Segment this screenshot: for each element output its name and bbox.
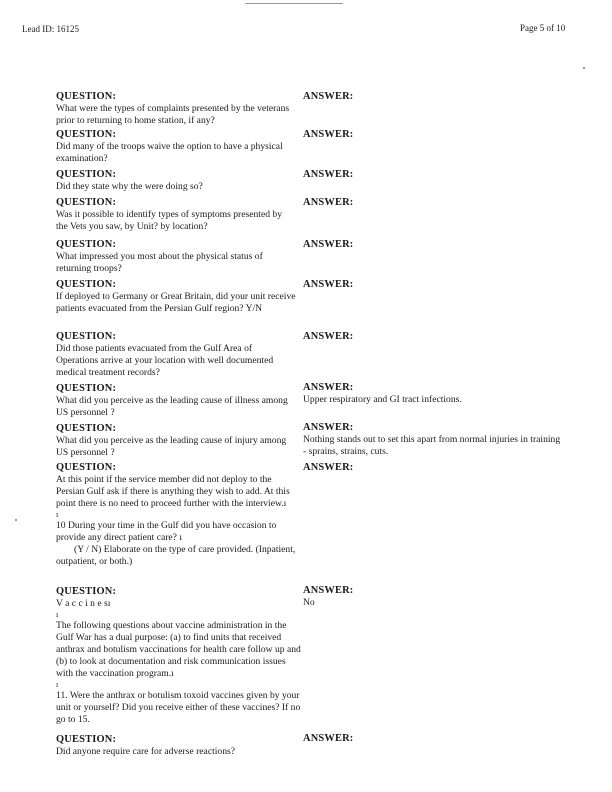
question-text: Did anyone require care for adverse reactions? — [56, 746, 235, 757]
question-label: QUESTION: — [56, 129, 117, 140]
question-text: Did those patients evacuated from the Gulf Area of Operations arrive at your location with well documented medical treatment records? — [56, 343, 274, 378]
answer-text: No — [303, 597, 315, 608]
answer-label: ANSWER: — [303, 733, 354, 744]
answer-block-last — [303, 732, 563, 745]
question-block-5 — [56, 238, 296, 275]
question-block-9 — [56, 422, 296, 459]
question-block-6 — [56, 278, 296, 315]
answer-label: ANSWER: — [303, 279, 354, 290]
answer-label: ANSWER: — [303, 462, 354, 473]
question-label: QUESTION: — [56, 169, 117, 180]
question-10-yn-text: (Y / N) Elaborate on the type of care provided. (Inpatient, outpatient, or both.) — [56, 544, 296, 567]
question-block-8 — [56, 382, 296, 419]
stray-mark: ı — [56, 510, 59, 519]
answer-block-3 — [303, 168, 563, 181]
vaccine-question-block — [56, 585, 301, 726]
question-block-7 — [56, 330, 296, 379]
answer-block-8 — [303, 381, 563, 406]
question-label: QUESTION: — [56, 239, 117, 250]
answer-label: ANSWER: — [303, 197, 354, 208]
answer-label: ANSWER: — [303, 382, 354, 393]
question-label: QUESTION: — [56, 423, 117, 434]
stray-mark: ı — [56, 680, 59, 689]
question-text: What were the types of complaints presented by the veterans prior to returning to home station, if any? — [56, 103, 290, 126]
question-text: What did you perceive as the leading cause of injury among US personnel ? — [56, 435, 287, 458]
answer-label: ANSWER: — [303, 585, 354, 596]
question-block-1 — [56, 90, 296, 127]
question-text: Did they state why the were doing so? — [56, 181, 203, 192]
question-block-last — [56, 733, 296, 758]
scan-speck — [15, 519, 17, 521]
question-text: What did you perceive as the leading cause of illness among US personnel ? — [56, 395, 288, 418]
question-block-10 — [56, 461, 301, 568]
answer-label: ANSWER: — [303, 422, 354, 433]
answer-block-5 — [303, 238, 563, 251]
answer-block-7 — [303, 330, 563, 343]
vaccines-heading: V a c c i n e sı — [56, 598, 111, 609]
question-text: Did many of the troops waive the option to have a physical examination? — [56, 141, 283, 164]
question-text: If deployed to Germany or Great Britain, did your unit receive patients evacuated from the Persian Gulf region? Y/N — [56, 291, 296, 314]
question-block-2 — [56, 128, 296, 165]
question-block-3 — [56, 168, 296, 193]
page-number: Page 5 of 10 — [520, 23, 566, 33]
top-rule — [245, 3, 343, 4]
question-11-text: 11. Were the anthrax or botulism toxoid vaccines given by your unit or yourself? Did you receive either of these vaccines? If no go to 15. — [56, 690, 301, 725]
question-label: QUESTION: — [56, 279, 117, 290]
stray-mark: ı — [56, 610, 59, 619]
answer-block-1 — [303, 90, 563, 103]
question-label: QUESTION: — [56, 586, 117, 597]
scan-speck — [583, 67, 585, 69]
vaccine-answer-block — [303, 584, 563, 609]
answer-block-6 — [303, 278, 563, 291]
answer-label: ANSWER: — [303, 239, 354, 250]
question-text: Was it possible to identify types of symptoms presented by the Vets you saw, by Unit? by location? — [56, 209, 282, 232]
answer-block-4 — [303, 196, 563, 209]
answer-block-2 — [303, 128, 563, 141]
answer-label: ANSWER: — [303, 129, 354, 140]
question-label: QUESTION: — [56, 462, 117, 473]
question-label: QUESTION: — [56, 383, 117, 394]
answer-text: Upper respiratory and GI tract infections. — [303, 394, 462, 405]
vaccine-intro-text: The following questions about vaccine administration in the Gulf War has a dual purpose: (a) to find units that received anthrax and botulism vaccinations for health care follow up and (b) to look at documentation and risk communication issues with the vaccination program.ı — [56, 620, 301, 679]
answer-text: Nothing stands out to set this apart from normal injuries in training - sprains, strains, cuts. — [303, 434, 561, 457]
question-label: QUESTION: — [56, 734, 117, 745]
question-block-4 — [56, 196, 296, 233]
answer-label: ANSWER: — [303, 331, 354, 342]
answer-block-10 — [303, 461, 563, 474]
lead-id: Lead ID: 16125 — [22, 24, 79, 34]
answer-label: ANSWER: — [303, 91, 354, 102]
question-label: QUESTION: — [56, 91, 117, 102]
question-label: QUESTION: — [56, 197, 117, 208]
question-text: At this point if the service member did not deploy to the Persian Gulf ask if there is anything they wish to add. At this point there is no need to proceed further with the interview.ı — [56, 474, 290, 509]
question-10-text: 10 During your time in the Gulf did you have occasion to provide any direct patient care? ı — [56, 520, 277, 543]
question-label: QUESTION: — [56, 331, 117, 342]
question-text: What impressed you most about the physical status of returning troops? — [56, 251, 263, 274]
answer-block-9 — [303, 421, 563, 458]
answer-label: ANSWER: — [303, 169, 354, 180]
